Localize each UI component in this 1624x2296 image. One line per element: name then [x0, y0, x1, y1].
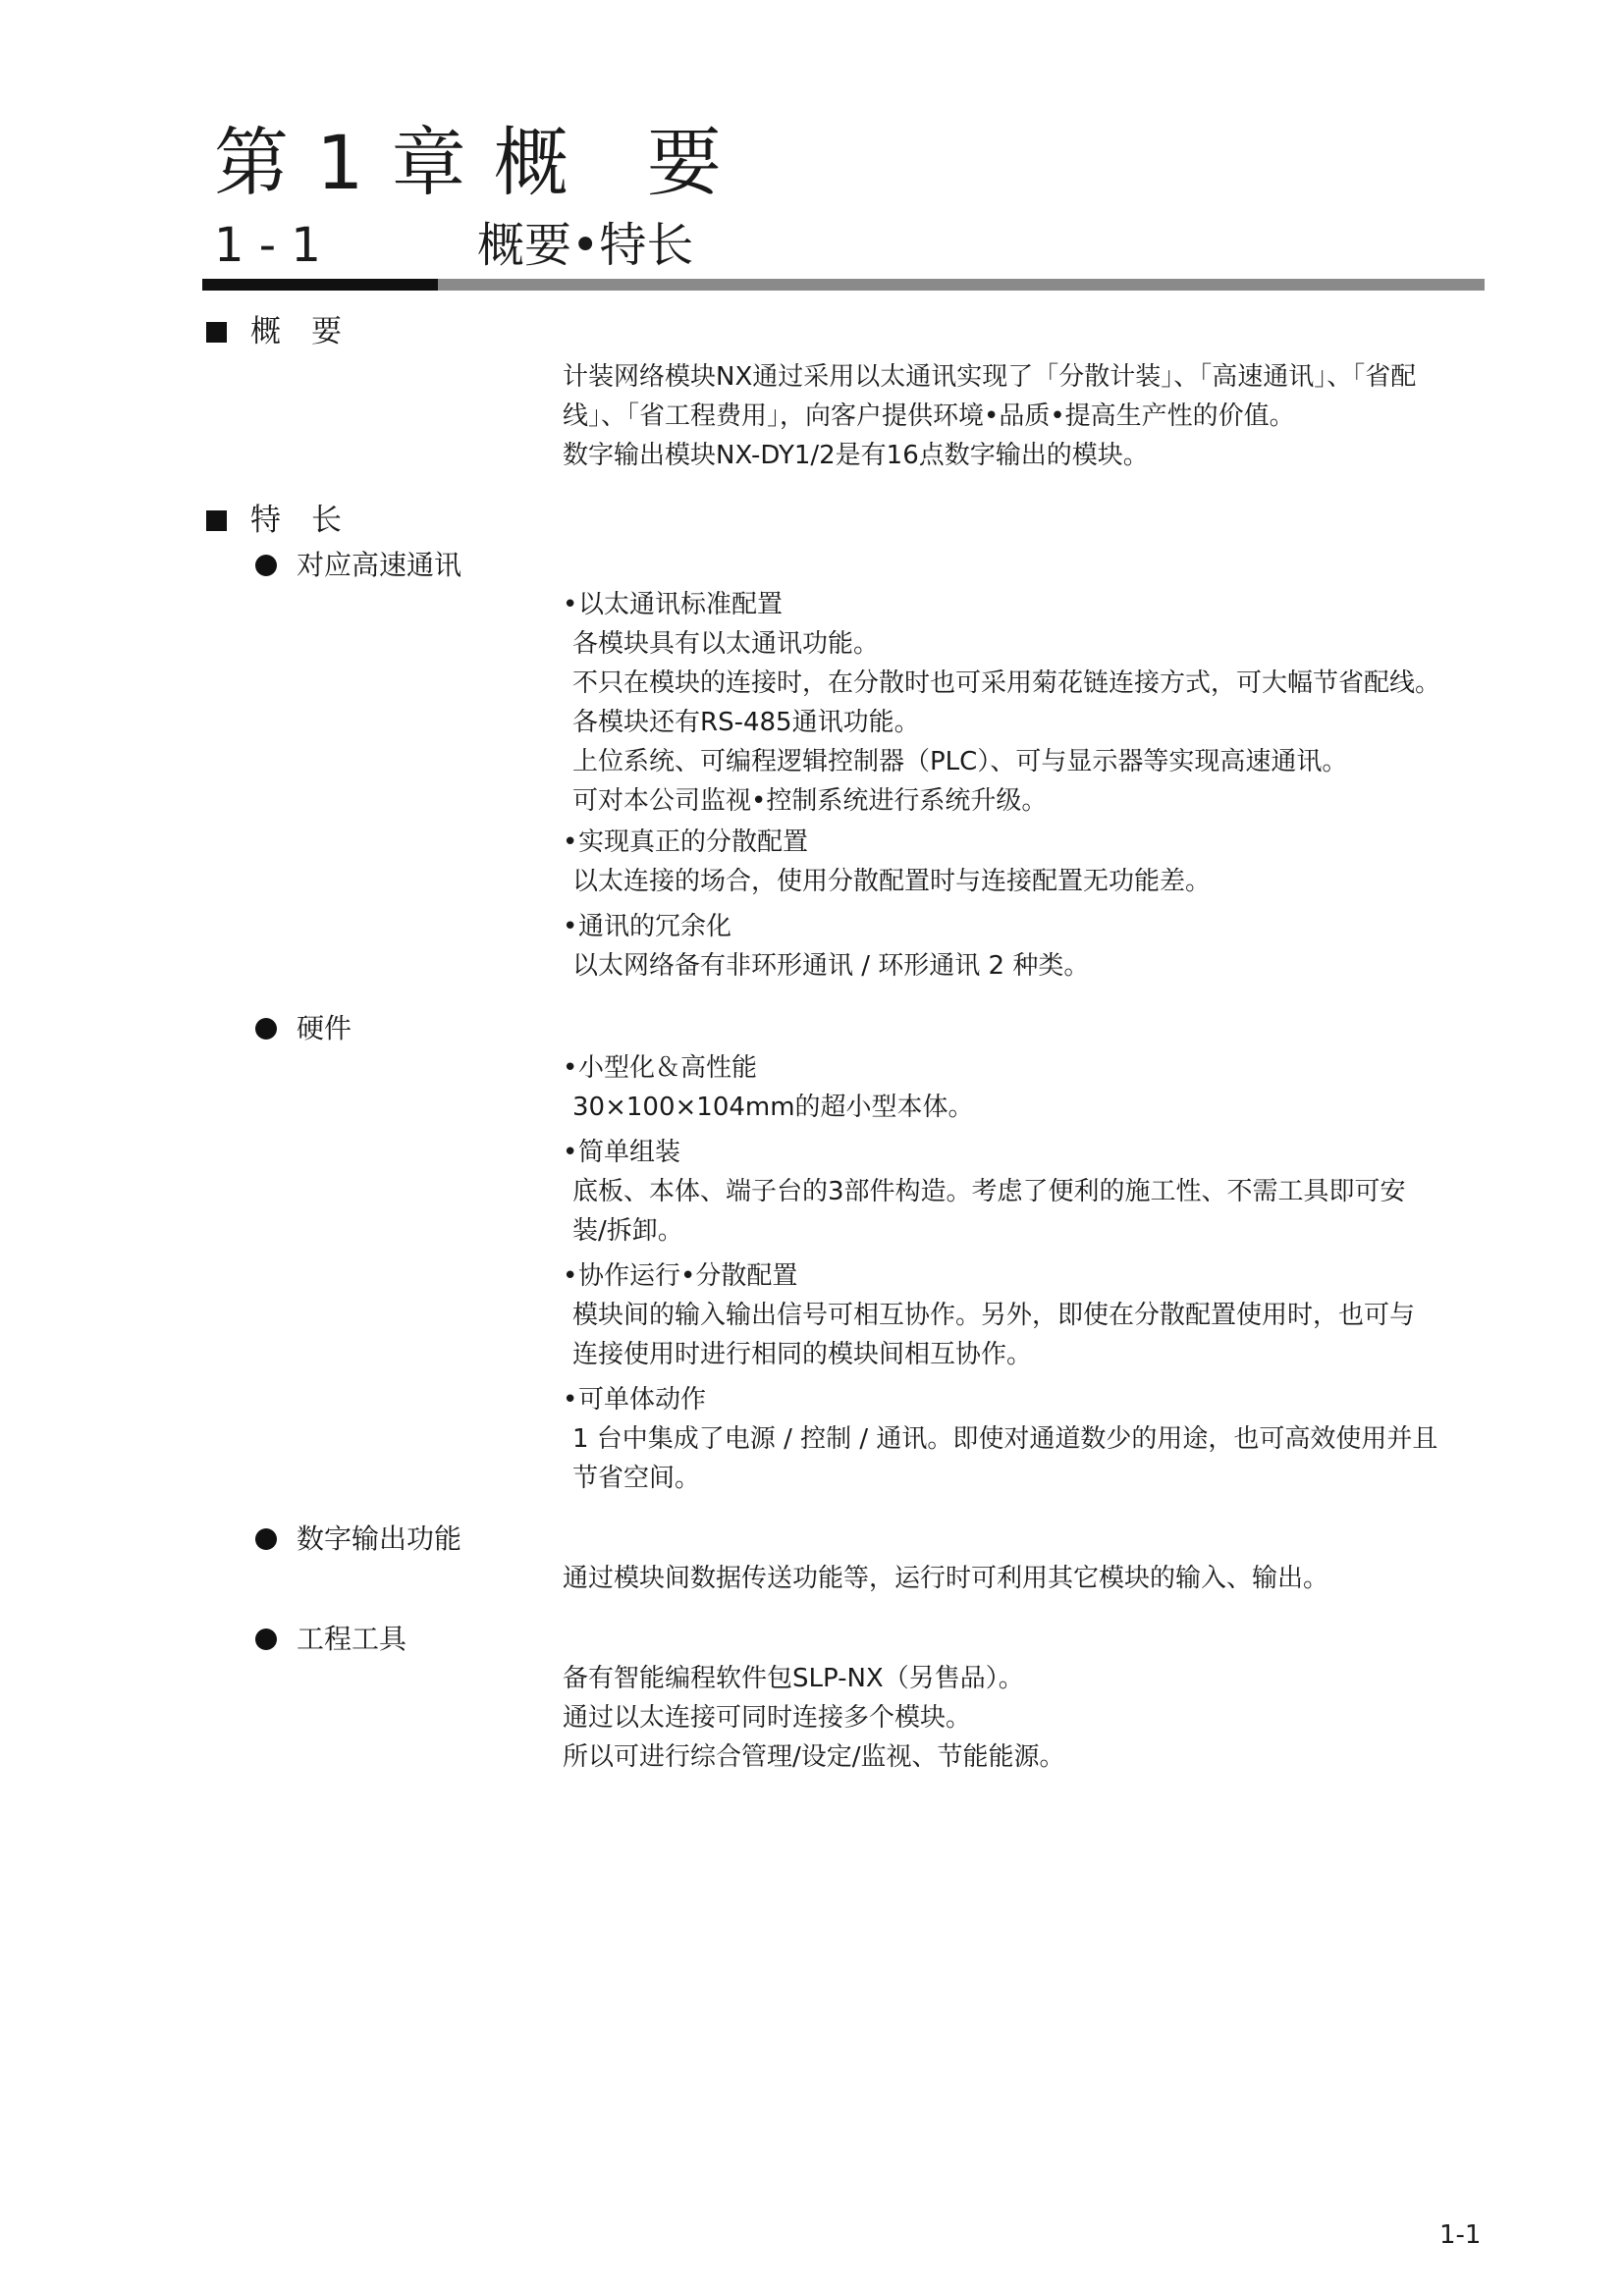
feature-item-head: •以太通讯标准配置 — [563, 590, 784, 619]
feature-item-body: 底板、本体、端子台的3部件构造。考虑了便利的施工性、不需工具即可安 装/拆卸。 — [572, 1177, 1406, 1246]
feature-item-head: •简单组装 — [563, 1138, 681, 1167]
feature-group-title: 工程工具 — [255, 1622, 406, 1657]
feature-item-head: •小型化＆高性能 — [563, 1053, 758, 1083]
feature-group-title: 硬件 — [255, 1011, 352, 1046]
feature-item-body: 各模块具有以太通讯功能。 不只在模块的连接时，在分散时也可采用菊花链连接方式，可大幅节省配线。 各模块还有RS-485通讯功能。 上位系统、可编程逻辑控制器（PLC）、可与显示器等实现高速通讯。 可对本公司监视•控制系统进行系统升级。 — [572, 629, 1441, 816]
header-rule-dark — [202, 279, 438, 291]
section-number: 1 - 1 — [214, 218, 321, 273]
overview-line: 数字输出模块NX-DY1/2是有16点数字输出的模块。 — [563, 441, 1149, 470]
features-heading-text: 特 长 — [250, 503, 342, 538]
circle-bullet-icon — [255, 555, 277, 576]
circle-bullet-icon — [255, 1528, 277, 1550]
circle-bullet-icon — [255, 1018, 277, 1040]
feature-item-head: •实现真正的分散配置 — [563, 828, 809, 857]
overview-line: 线」、「省工程费用」，向客户提供环境•品质•提高生产性的价值。 — [563, 401, 1295, 431]
feature-group-body: 备有智能编程软件包SLP-NX（另售品）。 通过以太连接可同时连接多个模块。 所以可进行综合管理/设定/监视、节能能源。 — [563, 1664, 1065, 1772]
header-rule-gray — [438, 279, 1485, 291]
overview-paragraph — [563, 357, 1416, 475]
overview-line: 计装网络模块NX通过采用以太通讯实现了「分散计装」、「高速通讯」、「省配 — [563, 362, 1417, 392]
feature-item-head: •协作运行•分散配置 — [563, 1261, 798, 1291]
square-bullet-icon — [206, 510, 227, 531]
feature-item-body: 模块间的输入输出信号可相互协作。另外，即使在分散配置使用时，也可与 连接使用时进行相同的模块间相互协作。 — [572, 1301, 1416, 1369]
feature-group-title: 对应高速通讯 — [255, 548, 461, 583]
circle-bullet-icon — [255, 1629, 277, 1650]
chapter-title: 第 1 章 概 要 — [214, 119, 724, 206]
feature-item-body: 以太连接的场合，使用分散配置时与连接配置无功能差。 — [572, 867, 1212, 896]
feature-group-body: 通过模块间数据传送功能等，运行时可利用其它模块的输入、输出。 — [563, 1564, 1329, 1593]
feature-group-title: 数字输出功能 — [255, 1522, 461, 1557]
features-heading — [206, 501, 342, 540]
feature-item-head: •通讯的冗余化 — [563, 912, 732, 941]
feature-item-body: 以太网络备有非环形通讯 / 环形通讯 2 种类。 — [572, 951, 1090, 981]
overview-heading — [206, 312, 342, 351]
feature-item-body: 1 台中集成了电源 / 控制 / 通讯。即使对通道数少的用途，也可高效使用并且 节省空间。 — [572, 1424, 1438, 1493]
feature-item-head: •可单体动作 — [563, 1385, 707, 1415]
square-bullet-icon — [206, 322, 227, 343]
section-title: 概要•特长 — [477, 218, 694, 273]
feature-item-body: 30×100×104mm的超小型本体。 — [572, 1093, 974, 1122]
overview-heading-text: 概 要 — [250, 314, 342, 349]
page-number: 1-1 — [1439, 2220, 1482, 2250]
